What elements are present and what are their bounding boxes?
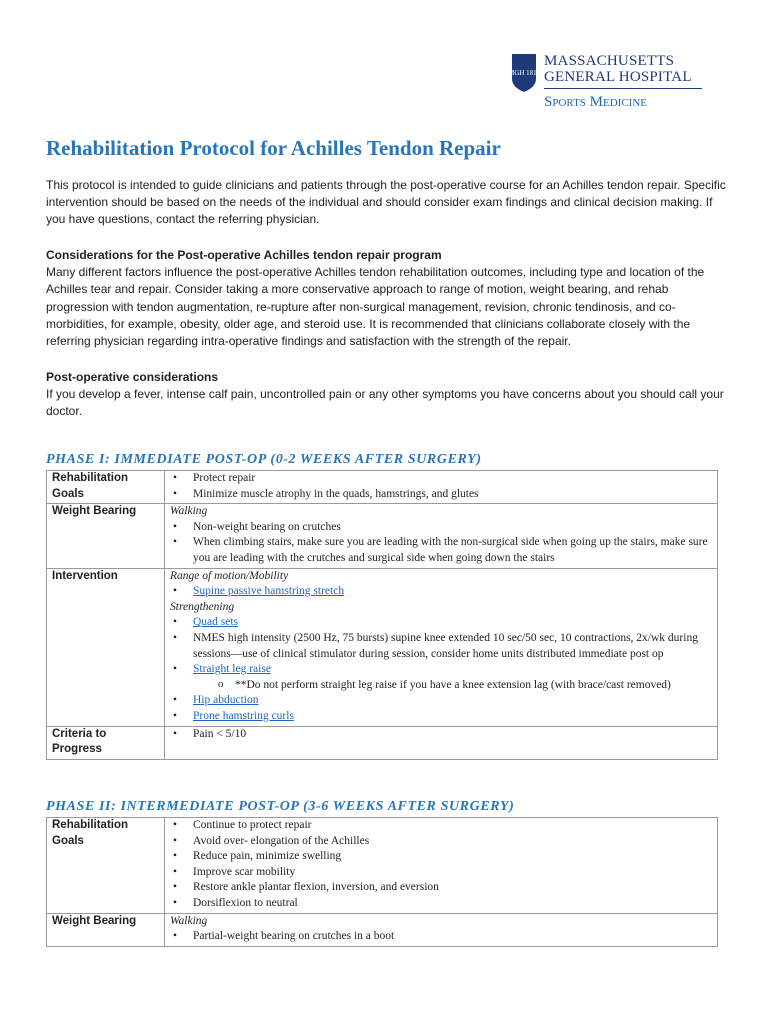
postop-body: If you develop a fever, intense calf pain, uncontrolled pain or any other symptoms you have concerns about you should call your doctor. [46, 387, 724, 419]
phase2-table [46, 817, 718, 947]
rom-subheading: Range of motion/Mobility [170, 569, 289, 582]
phase2-wb-label: Weight Bearing [47, 913, 165, 946]
phase1-intervention-label: Intervention [47, 568, 165, 726]
wb-subheading: Walking [170, 505, 208, 518]
phase1-criteria-row [47, 726, 718, 759]
phase1-goals-row [47, 471, 718, 504]
logo-divider [544, 88, 702, 89]
considerations-heading: Considerations for the Post-operative Achilles tendon repair program [46, 248, 442, 262]
shield-seal-text: MGH 1811 [508, 69, 540, 77]
mgh-logo [508, 48, 701, 114]
phase1-wb-cell [165, 504, 718, 568]
logo-line-2: GENERAL HOSPITAL [544, 69, 692, 85]
phase2-goals-cell [165, 818, 718, 914]
list-item [170, 584, 711, 600]
sub-list-item: o **Do not perform straight leg raise if you have a knee extension lag (with brace/cast removed) [170, 678, 711, 694]
considerations-body: Many different factors influence the post-operative Achilles tendon rehabilitation outcomes, including type and location of the Achilles tear and repair. Consider taking a more conservative approach to range of motion, weight bearing, and rehab progression with tendon augmentation, re-rupture after non-surgical management, revision, chronic tendinosis, and co-morbidities, for example, obesity, older age, and steroid use. It is recommended that clinicians collaborate closely with the referring physician regarding intra-operative findings and satisfaction with the strength of the repair. [46, 265, 705, 349]
wb-subheading: Walking [170, 914, 208, 927]
prone-hamstring-curls-link[interactable]: Prone hamstring curls [193, 709, 294, 722]
list-item [170, 662, 711, 678]
phase1-criteria-label: Criteria to Progress [47, 726, 165, 759]
list-item: • Partial-weight bearing on crutches in a boot [170, 929, 711, 945]
phase1-criteria-cell [165, 726, 718, 759]
phase1-wb-label: Weight Bearing [47, 504, 165, 568]
phase1-weight-bearing-row [47, 504, 718, 568]
intro-paragraph [46, 177, 726, 229]
list-item: • Protect repair [170, 471, 711, 487]
phase1-goals-label: Rehabilitation Goals [47, 471, 165, 504]
phase1-goals-cell [165, 471, 718, 504]
hip-abduction-link[interactable]: Hip abduction [193, 694, 259, 707]
list-item: • Non-weight bearing on crutches [170, 520, 711, 536]
list-item [170, 709, 711, 725]
straight-leg-raise-link[interactable]: Straight leg raise [193, 663, 271, 676]
list-item: • When climbing stairs, make sure you are leading with the non-surgical side when going up the stairs, make sure you are leading with the crutches and surgical side when going down the stairs [170, 535, 711, 566]
phase1-intervention-cell [165, 568, 718, 726]
list-item [170, 615, 711, 631]
considerations-section [46, 247, 726, 350]
quad-sets-link[interactable]: Quad sets [193, 616, 239, 629]
phase2-wb-cell [165, 913, 718, 946]
list-item: • Improve scar mobility [170, 865, 711, 881]
list-item: • NMES high intensity (2500 Hz, 75 bursts) supine knee extended 10 sec/50 sec, 10 contractions, 2x/wk during sessions—use of clinical stimulator during session, consider home units distributed immediate post op [170, 631, 711, 662]
phase1-title: PHASE I: IMMEDIATE POST-OP (0-2 WEEKS AFTER SURGERY) [46, 452, 482, 467]
phase1-intervention-row [47, 568, 718, 726]
supine-hamstring-stretch-link[interactable]: Supine passive hamstring stretch [193, 585, 345, 598]
document-title: Rehabilitation Protocol for Achilles Tendon Repair [46, 136, 501, 160]
list-item: • Minimize muscle atrophy in the quads, hamstrings, and glutes [170, 487, 711, 503]
phase2-goals-row [47, 818, 718, 914]
postop-section [46, 369, 726, 421]
phase2-weight-bearing-row [47, 913, 718, 946]
phase2-goals-label: Rehabilitation Goals [47, 818, 165, 914]
list-item [170, 693, 711, 709]
list-item: • Continue to protect repair [170, 818, 711, 834]
mgh-shield-icon [508, 53, 540, 93]
list-item: • Dorsiflexion to neutral [170, 896, 711, 912]
list-item: • Reduce pain, minimize swelling [170, 849, 711, 865]
logo-subtitle: Sports Medicine [544, 94, 647, 110]
phase2-title: PHASE II: INTERMEDIATE POST-OP (3-6 WEEKS AFTER SURGERY) [46, 799, 515, 814]
list-item: • Avoid over- elongation of the Achilles [170, 834, 711, 850]
logo-line-1: MASSACHUSETTS [544, 53, 675, 69]
strengthening-subheading: Strengthening [170, 600, 235, 613]
postop-heading: Post-operative considerations [46, 370, 219, 384]
phase1-table [46, 470, 718, 760]
list-item: • Pain < 5/10 [170, 727, 711, 743]
intro-text: This protocol is intended to guide clinicians and patients through the post-operative course for an Achilles tendon repair. Specific intervention should be based on the needs of the individual and should consider exam findings and clinical decision making. If you have questions, contact the referring physician. [46, 178, 726, 227]
list-item: • Restore ankle plantar flexion, inversion, and eversion [170, 880, 711, 896]
